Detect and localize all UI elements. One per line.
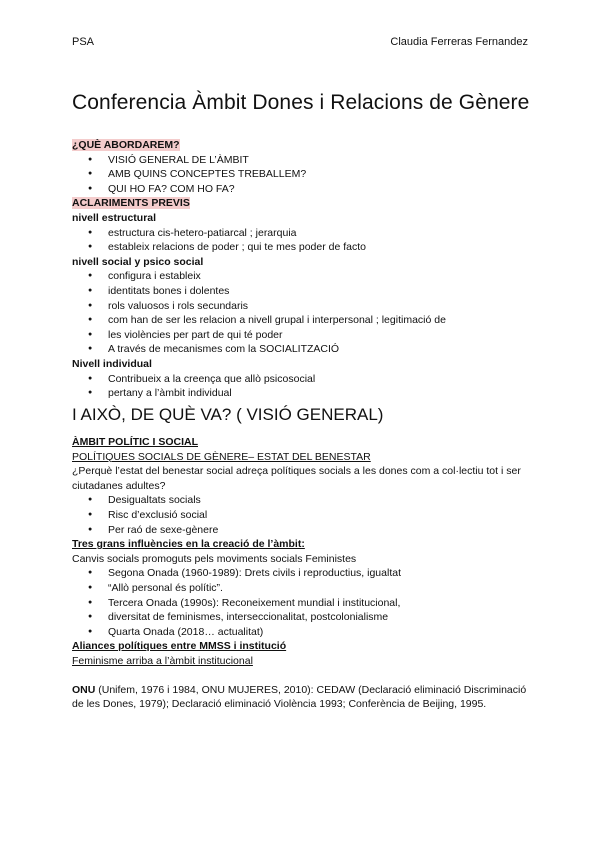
list-item: ● diversitat de feminismes, interseccionalitat, postcolonialisme bbox=[88, 610, 532, 625]
question-text: ¿Perquè l’estat del benestar social adreça polítiques socials a les dones com a col·lectiu tot i ser ciutadanes adultes? bbox=[72, 465, 521, 492]
canvis-text: Canvis socials promoguts pels moviments socials Feministes bbox=[72, 552, 357, 565]
aliances-heading: Aliances polítiques entre MMSS i institució bbox=[72, 640, 287, 653]
list-item: ● les violències per part de qui té poder bbox=[88, 328, 532, 343]
section-heading-vision: I AIXÒ, DE QUÈ VA? ( VISIÓ GENERAL) bbox=[72, 405, 384, 424]
list-item: ● pertany a l’àmbit individual bbox=[88, 386, 532, 401]
section-intro bbox=[72, 138, 532, 401]
politiques-heading: POLÍTIQUES SOCIALS DE GÈNERE– ESTAT DEL BENESTAR bbox=[72, 450, 371, 463]
list-item: ● Segona Onada (1960-1989): Drets civils i reproductius, igualtat bbox=[88, 566, 532, 581]
list-item: ● AMB QUINS CONCEPTES TREBALLEM? bbox=[88, 167, 532, 182]
list-item: ● com han de ser les relacion a nivell grupal i interpersonal ; legitimació de bbox=[88, 313, 532, 328]
onu-text: (Unifem, 1976 i 1984, ONU MUJERES, 2010): CEDAW (Declaració eliminació Discriminació de les Dones, 1979); Declaració eliminació Violència 1993; Conferència de Beijing, 1995. bbox=[72, 683, 527, 711]
list-item: ● estableix relacions de poder ; qui te mes poder de facto bbox=[88, 240, 532, 255]
individual-list bbox=[72, 372, 532, 401]
list-item: ● rols valuosos i rols secundaris bbox=[88, 299, 532, 314]
reasons-list bbox=[72, 493, 532, 537]
list-item: ● QUI HO FA? COM HO FA? bbox=[88, 182, 532, 197]
list-item: ● Per raó de sexe-gènere bbox=[88, 523, 532, 538]
ambit-heading: ÀMBIT POLÍTIC I SOCIAL bbox=[72, 436, 198, 448]
nivell-individual-heading: Nivell individual bbox=[72, 357, 152, 370]
tres-influencies-heading: Tres grans influències en la creació de l’àmbit: bbox=[72, 538, 305, 551]
waves-list bbox=[72, 566, 532, 639]
section-general bbox=[72, 435, 532, 712]
list-item: ● A través de mecanismes com la SOCIALITZACIÓ bbox=[88, 342, 532, 357]
onu-paragraph bbox=[72, 683, 532, 712]
list-item: ● configura i estableix bbox=[88, 269, 532, 284]
estructural-list bbox=[72, 226, 532, 255]
list-item: ● Contribueix a la creença que allò psicosocial bbox=[88, 372, 532, 387]
list-item: ● estructura cis-hetero-patiarcal ; jerarquia bbox=[88, 226, 532, 241]
list-item: ● “Allò personal és polític”. bbox=[88, 581, 532, 596]
que-abordarem-list bbox=[72, 153, 532, 197]
list-item: ● identitats bones i dolentes bbox=[88, 284, 532, 299]
nivell-psico-heading: nivell social y psico social bbox=[72, 255, 204, 268]
list-item: ● Desigualtats socials bbox=[88, 493, 532, 508]
header-left: PSA bbox=[72, 36, 95, 48]
list-item: ● Risc d’exclusió social bbox=[88, 508, 532, 523]
psico-list bbox=[72, 269, 532, 357]
list-item: ● VISIÓ GENERAL DE L’ÀMBIT bbox=[88, 153, 532, 168]
onu-label: ONU bbox=[72, 683, 96, 696]
nivell-estructural-heading: nivell estructural bbox=[72, 211, 157, 224]
que-abordarem-heading: ¿QUÈ ABORDAREM? bbox=[72, 139, 180, 151]
header-author: Claudia Ferreras Fernandez bbox=[390, 36, 528, 48]
list-item: ● Tercera Onada (1990s): Reconeixement mundial i institucional, bbox=[88, 596, 532, 611]
feminisme-text: Feminisme arriba a l’àmbit institucional bbox=[72, 654, 253, 667]
page-title: Conferencia Àmbit Dones i Relacions de Gènere bbox=[72, 91, 530, 114]
aclariments-heading: ACLARIMENTS PREVIS bbox=[72, 197, 190, 210]
list-item: ● Quarta Onada (2018… actualitat) bbox=[88, 625, 532, 640]
